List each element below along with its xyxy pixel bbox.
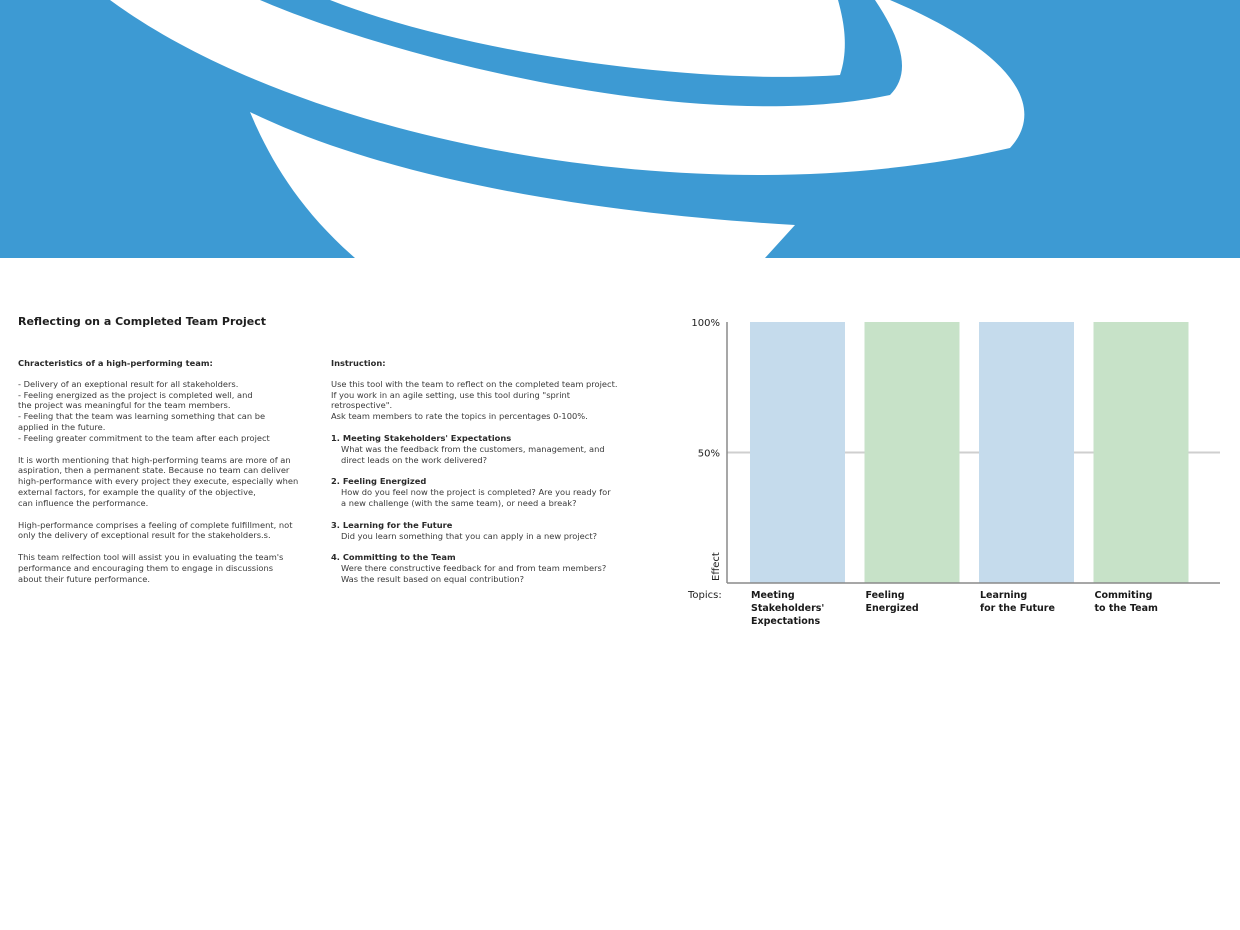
step-body: What was the feedback from the customers, management, and direct leads on the work delivered? [341,443,605,465]
paragraph-aspiration: It is worth mentioning that high-performing teams are more of an aspiration, then a permanent state. Because no team can deliver high-performance with every project they execute, especially when external factors, for example the quality of the objective, can influence the performance. [18,454,299,508]
characteristics-list [18,379,308,444]
instruction-heading: Instruction: [331,358,386,368]
page-title: Reflecting on a Completed Team Project [18,315,266,328]
step-title: 2. Feeling Energized [331,476,427,487]
category-label: Meeting Stakeholders' Expectations [751,590,825,627]
reflection-bar-chart [680,310,1230,640]
category-label: Learning for the Future [980,590,1055,614]
list-item: - Feeling greater commitment to the team after each project [18,432,270,443]
step-body: Did you learn something that you can apply in a new project? [341,530,597,541]
instruction-step [331,520,631,542]
header-banner [0,0,1240,258]
instruction-step [331,433,631,465]
step-title: 3. Learning for the Future [331,519,453,530]
characteristics-section [18,358,308,596]
instruction-intro: Use this tool with the team to reflect on the completed team project. If you work in an agile setting, use this tool during "sprint retrospective". Ask team members to rate the topics in percentages 0-100%. [331,378,618,422]
paragraph-fulfillment: High-performance comprises a feeling of complete fulfillment, not only the delivery of exceptional result for the stakeholders.s. [18,519,293,541]
category-label: Feeling Energized [865,590,919,614]
step-body: Were there constructive feedback for and from team members? Was the result based on equal contribution? [341,563,607,584]
bar-3 [979,322,1074,583]
instruction-step [331,476,631,508]
list-item: - Delivery of an exeptional result for all stakeholders. [18,378,239,389]
paragraph-tool-purpose: This team relfection tool will assist you in evaluating the team's performance and encouraging them to engage in discussions about their future performance. [18,552,284,584]
y-tick-label: 100% [691,318,720,329]
x-axis-label: Topics: [688,590,722,601]
step-body: How do you feel now the project is completed? Are you ready for a new challenge (with the same team), or need a break? [341,487,611,508]
chart-canvas [680,310,1230,640]
y-axis-label: Effect [711,552,722,581]
instruction-section [331,358,631,596]
y-tick-label: 50% [697,448,720,460]
bar-1 [750,322,845,583]
step-title: 1. Meeting Stakeholders' Expectations [331,432,512,443]
planet-ring-graphic [0,0,1240,258]
step-title: 4. Committing to the Team [331,552,456,563]
bar-4 [1094,322,1189,583]
bar-2 [865,322,960,583]
instruction-step [331,552,631,584]
characteristics-heading: Chracteristics of a high-performing team: [18,358,213,368]
list-item: - Feeling that the team was learning something that can be applied in the future. [18,411,266,432]
category-label: Commiting to the Team [1094,590,1158,614]
list-item: - Feeling energized as the project is completed well, and the project was meaningful for the team members. [18,389,253,411]
